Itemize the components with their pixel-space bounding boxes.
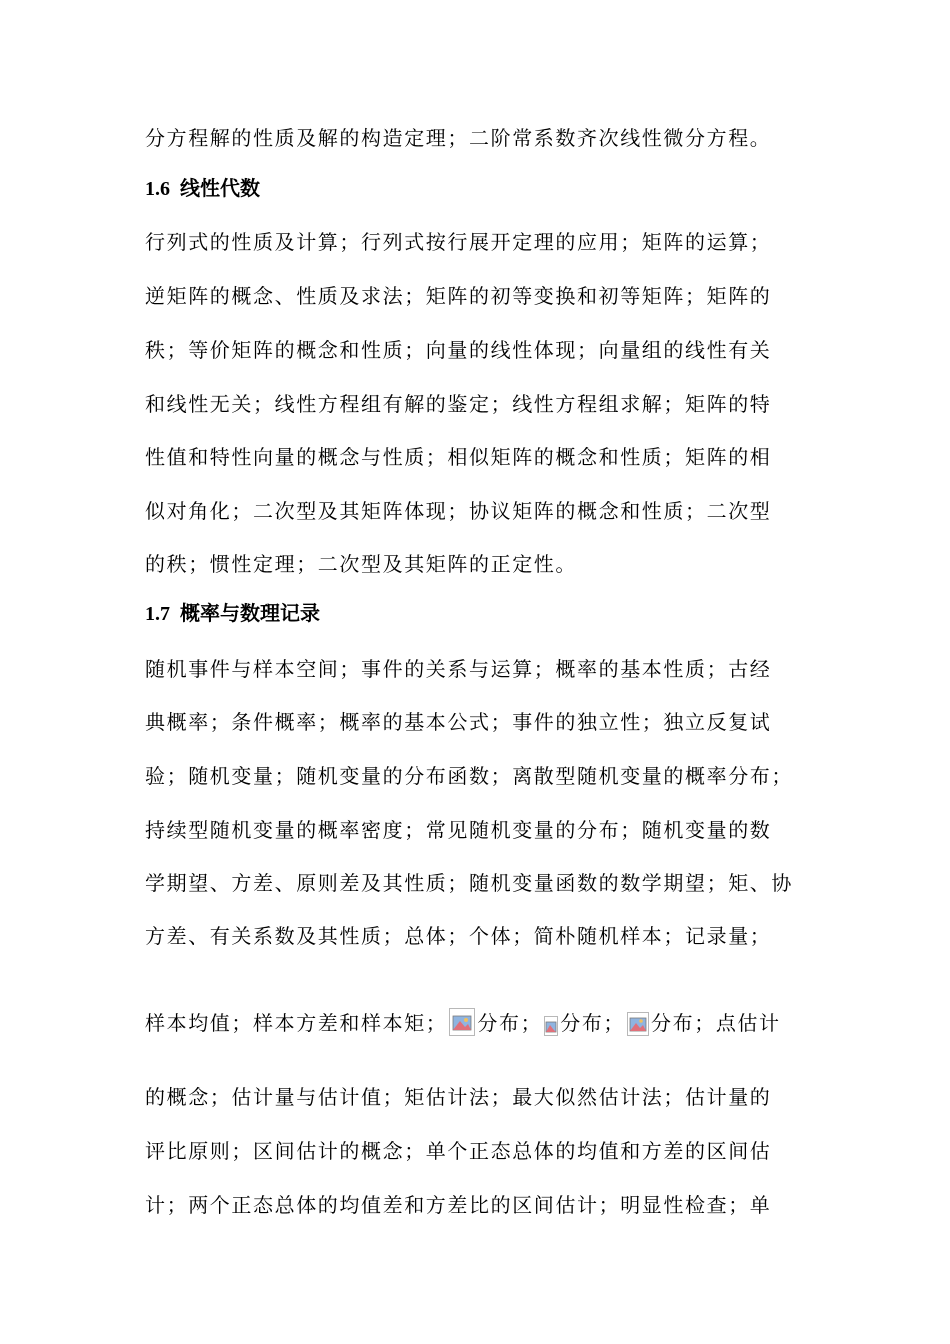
paragraph-line: 验；随机变量；随机变量的分布函数；离散型随机变量的概率分布；: [145, 764, 793, 788]
paragraph-line: 和线性无关；线性方程组有解的鉴定；线性方程组求解；矩阵的特: [145, 392, 772, 416]
section-number: 1.6: [145, 178, 170, 200]
section-title: 线性代数: [180, 178, 260, 200]
broken-image-icon: [544, 1008, 558, 1036]
section-title: 概率与数理记录: [180, 603, 320, 625]
distribution-label: 分布；点估计: [651, 1011, 781, 1035]
paragraph-line: 似对角化；二次型及其矩阵体现；协议矩阵的概念和性质；二次型: [145, 499, 772, 523]
formula-paragraph-line: [145, 1008, 825, 1037]
section-heading-1-6: [145, 175, 260, 203]
paragraph-line: 性值和特性向量的概念与性质；相似矩阵的概念和性质；矩阵的相: [145, 445, 772, 469]
broken-image-icon: [627, 1008, 649, 1036]
section-heading-1-7: [145, 600, 320, 628]
distribution-label: 分布；: [560, 1011, 626, 1035]
broken-image-icon: [449, 1008, 475, 1036]
paragraph-line: 典概率；条件概率；概率的基本公式；事件的独立性；独立反复试: [145, 710, 772, 734]
paragraph-line: 持续型随机变量的概率密度；常见随机变量的分布；随机变量的数: [145, 818, 772, 842]
paragraph-line: 学期望、方差、原则差及其性质；随机变量函数的数学期望；矩、协: [145, 871, 793, 895]
paragraph-line: 方差、有关系数及其性质；总体；个体；简朴随机样本；记录量；: [145, 924, 772, 948]
section-number: 1.7: [145, 603, 170, 625]
paragraph-line: 的概念；估计量与估计值；矩估计法；最大似然估计法；估计量的: [145, 1085, 772, 1109]
distribution-label: 分布；: [477, 1011, 543, 1035]
intro-paragraph-line: 分方程解的性质及解的构造定理；二阶常系数齐次线性微分方程。: [145, 126, 772, 150]
paragraph-line: 评比原则；区间估计的概念；单个正态总体的均值和方差的区间估: [145, 1139, 772, 1163]
paragraph-line: 秩；等价矩阵的概念和性质；向量的线性体现；向量组的线性有关: [145, 338, 772, 362]
paragraph-line: 逆矩阵的概念、性质及求法；矩阵的初等变换和初等矩阵；矩阵的: [145, 284, 772, 308]
formula-line-prefix: 样本均值；样本方差和样本矩；: [145, 1011, 448, 1035]
paragraph-line: 行列式的性质及计算；行列式按行展开定理的应用；矩阵的运算；: [145, 230, 772, 254]
paragraph-line: 的秩；惯性定理；二次型及其矩阵的正定性。: [145, 552, 577, 576]
paragraph-line: 随机事件与样本空间；事件的关系与运算；概率的基本性质；古经: [145, 657, 772, 681]
paragraph-line: 计；两个正态总体的均值差和方差比的区间估计；明显性检查；单: [145, 1193, 772, 1217]
